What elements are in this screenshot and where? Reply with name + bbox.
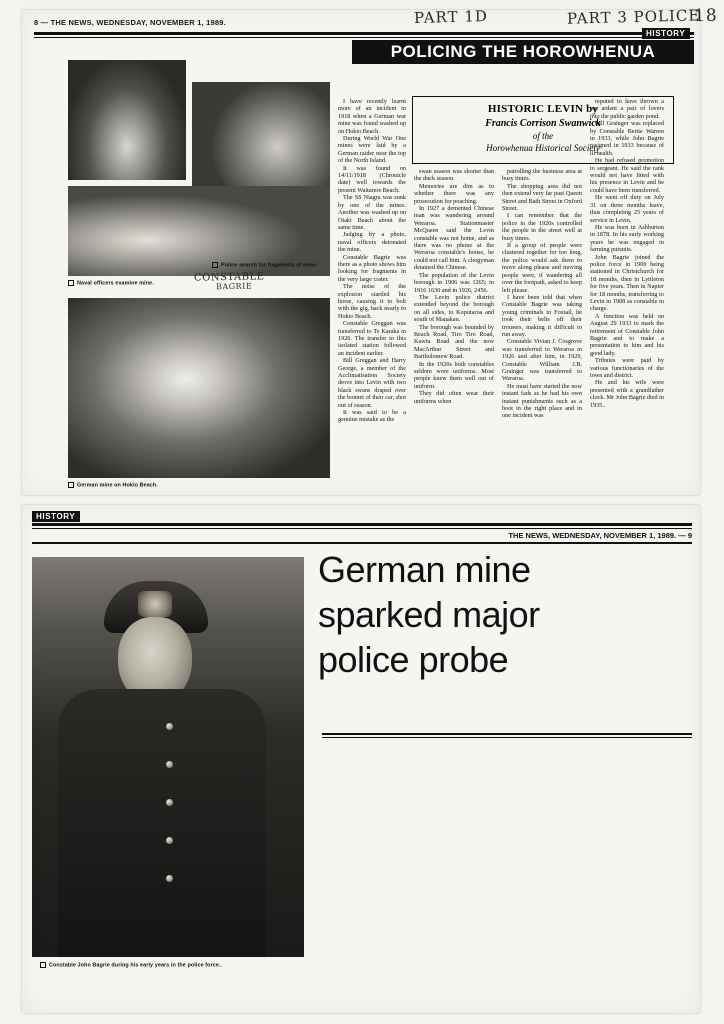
article-column-3: patrolling the business area at busy times. The shopping area did not then extend very far past Queen Street and Bath Street in Oxford Street. I can remember that the police in the 1920s controlled the people in the street well at busy times. If a group of people were clustered together for too long, the police would ask them to move along please and moving people were, if wandering all over the footpath, asked to keep left please. I have been told that when Constable Bagrie was taking young criminals to Foxtail, he took their belts off their trousers, making it difficult to run away. Constable Vivian J. Cosgrove was transferred to Weraroa in 1926 and after him, in 1929, Constable William J.B. Grainger was transferred to Weraroa. He must have started the now instant fads as he had his own instant punishments such as a boot in the right place and in one incident was xyxy=(502,168,582,420)
byline-line-4: Horowhenua Historical Society xyxy=(486,143,600,153)
byline-line-3: of the xyxy=(532,131,554,141)
handwritten-note-page-number-18: 18 xyxy=(693,5,718,27)
uniform-tunic xyxy=(58,689,266,957)
photo-constable-john-bagrie xyxy=(32,557,304,957)
page-9-headline xyxy=(318,547,694,682)
handwritten-note-part1d: PART 1D xyxy=(413,7,489,27)
page-9-masthead-line: THE NEWS, WEDNESDAY, NOVEMBER 1, 1989. — 9 xyxy=(508,531,692,540)
history-section-tag-top: HISTORY xyxy=(642,28,690,39)
photo-mine-closeup xyxy=(192,82,330,194)
caption-constable-john-bagrie: Constable John Bagrie during his early years in the police force.. xyxy=(40,962,222,968)
headline-line-2: sparked major xyxy=(318,594,540,635)
caption-police-search: Police search for fragments of mine. xyxy=(212,262,318,268)
history-section-tag-bottom: HISTORY xyxy=(32,511,80,522)
photo-german-mine-on-hokio-beach xyxy=(68,298,330,478)
article-column-2: swan season was shorter than the duck season. Memories are dim as to whether there was any prosecution for poaching. In 1927 a demented Chinese man was wandering around Weraroa. Stationmaster McQueen said the Levin constable was not home, and as there was no phone at the Weraroa constable's house, he could not call him. A clergyman detained the Chinese. The population of the Levin borough in 1906 was 1265; in 1916 1630 and in 1926, 2456. The Levin police district extended beyond the borough on all sides, to Koputaroa and south of Manakau. The borough was bounded by Beach Road, Tiro Tiro Road, Kawiu Road and the now MacArthur Street and Bartholomew Road. In the 1920s both constables seldom wore uniforms. Most people knew them well out of uniform. They did often wear their uniforms when xyxy=(414,168,494,405)
page-8-masthead-line: 8 — THE NEWS, WEDNESDAY, NOVEMBER 1, 1989. xyxy=(34,18,226,27)
caption-naval-officers: Naval officers examine mine. xyxy=(68,280,154,286)
headline-line-3: police probe xyxy=(318,639,509,680)
article-column-1: I have recently learnt more of an incident in 1918 when a German war mine was found washed up on Hokio Beach. During World War One mines were laid by a German raider near the top of the North Island. It was found on 14/11/1918 (Chronicle date) well towards the present Waitarere Beach. The SS Niagra was sunk by one of the mines. Another was washed up on Otaki Beach about the same time. Judging by a photo, naval officers detonated the mine. Constable Bagrie was there as a photo shows him looking for fragments in the very large crater. The noise of the explosion startled his horse, causing it to bolt with the gig, back nearly to Hokio Beach. Constable Greggan was transferred to Te Karaka in 1926. The transfer to this isolated station followed an incident earlier. Bill Greggan and Harry George, a member of the Acclimatisation Society drove into Levin with two black swans draped over the bonnet of their car, shot out of season. It was said to be a genuine mistake as the xyxy=(338,98,406,424)
byline-line-2: Francis Corrison Swanwick xyxy=(485,118,601,129)
page-9-rule-thin xyxy=(32,528,692,529)
newspaper-page-9 xyxy=(22,505,700,1013)
photo-naval-officers-examine-mine xyxy=(68,60,186,180)
byline-line-1: HISTORIC LEVIN by xyxy=(487,103,599,115)
handwritten-note-constable-bagrie: CONSTABLE BAGRIE xyxy=(193,271,265,292)
page-9-rule-thick xyxy=(32,523,692,526)
handwritten-note-part3police: PART 3 POLICE xyxy=(566,6,701,28)
article-title-policing-the-horowhenua: POLICING THE HOROWHENUA xyxy=(352,40,694,64)
headline-underline-thick xyxy=(322,733,692,735)
masthead-rule-thick xyxy=(34,32,694,35)
article-column-4: reputed to have thrown a too ardent a pair of lovers into the public garden pond. Bill Grainger was replaced by Constable Bertie Warren in 1933, while John Bagrie resigned in 1933 because of ill health. He had refused promotion to sergeant. He said the rank would not have fitted with his presence in Levin and he could have been transferred. He went off duty on July 31 on three months leave, thus completing 25 years of service in Levin. He was born in Ashburton in 1878. In his early working years he was engaged in farming pursuits. John Bagrie joined the police force in 1900 being stationed in Christchurch for 18 months, then in Lyttleton for five years. Then in Napier for 18 months, transferring to Levin in 1908 as constable in charge. A function was held on August 29 1933 to mark the retirement of Constable John Bagrie and to make a presentation to him and his good lady. Tributes were paid by various functionaries of the town and district. He and his wife were presented with a grandfather clock. Mr John Bagrie died in 1935.. xyxy=(590,98,664,409)
headline-underline-thin xyxy=(322,737,692,738)
newspaper-page-8 xyxy=(22,5,718,495)
masthead-rule-thin xyxy=(34,37,694,38)
caption-german-mine-hokio: German mine on Hokio Beach. xyxy=(68,482,158,488)
headline-line-1: German mine xyxy=(318,549,531,590)
page-9-rule-secondary xyxy=(32,542,692,544)
